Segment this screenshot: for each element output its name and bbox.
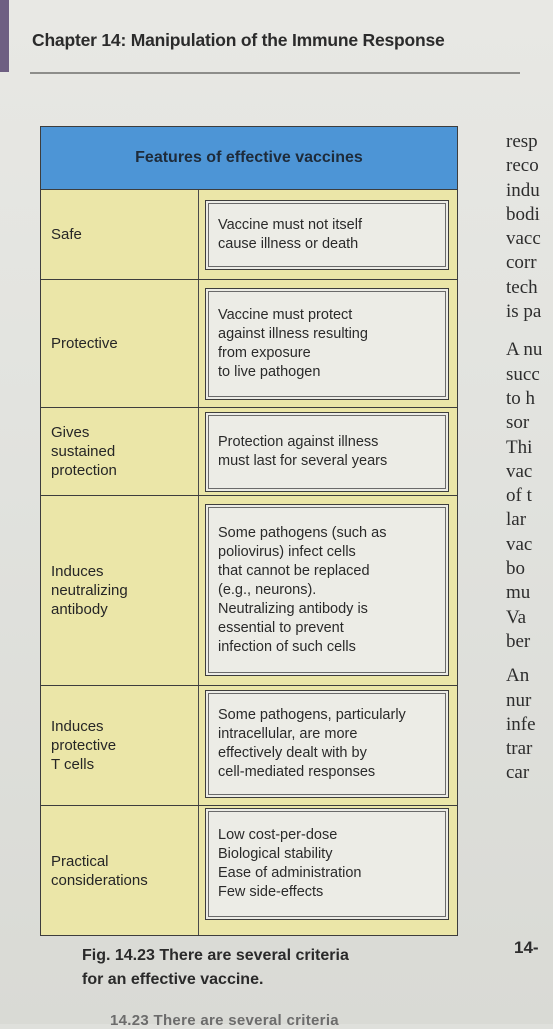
description-line: Some pathogens (such as	[218, 524, 387, 541]
description-line: poliovirus) infect cells	[218, 543, 356, 560]
adjacent-text-line: to h	[506, 387, 536, 409]
description-line: Few side-effects	[218, 884, 324, 900]
description-box	[205, 690, 449, 798]
adjacent-text-line: A nu	[506, 339, 543, 361]
row-label-line: antibody	[51, 601, 108, 618]
column-divider	[198, 496, 199, 685]
page-marker: 14-	[514, 938, 539, 957]
adjacent-text-line: resp	[506, 131, 538, 152]
row-label	[51, 806, 193, 935]
adjacent-text-line: infe	[506, 713, 536, 735]
paragraph-gap	[506, 324, 553, 338]
row-label	[51, 280, 193, 407]
description-line: intracellular, are more	[218, 726, 358, 742]
description-line: Vaccine must not itself	[218, 217, 362, 233]
adjacent-text-line: mu	[506, 582, 531, 604]
description-box	[205, 200, 449, 270]
table-body	[41, 190, 457, 935]
description-line: infection of such cells	[218, 638, 356, 655]
description-line: Protection against illness	[218, 434, 379, 450]
caption-number: Fig. 14.23	[82, 947, 155, 964]
column-divider	[198, 806, 199, 935]
row-label-line: Safe	[51, 226, 82, 243]
description-line: essential to prevent	[218, 619, 344, 636]
column-divider	[198, 280, 199, 407]
adjacent-text-line: An	[506, 665, 530, 687]
adjacent-text-line: Thi	[506, 436, 533, 458]
description-line: Some pathogens, particularly	[218, 707, 406, 723]
table-row	[41, 496, 457, 686]
adjacent-text-line: tech	[506, 276, 538, 298]
description-line: cell-mediated responses	[218, 764, 376, 780]
adjacent-text-line: corr	[506, 252, 537, 274]
column-divider	[198, 190, 199, 279]
description-line: against illness resulting	[218, 326, 368, 342]
adjacent-text-line: succ	[506, 363, 540, 385]
row-label-line: protective	[51, 737, 117, 754]
table-row	[41, 280, 457, 408]
description-box	[205, 808, 449, 920]
figure-caption	[82, 944, 462, 992]
chapter-title: Chapter 14: Manipulation of the Immune Response	[32, 30, 445, 50]
row-label-line: T cells	[51, 756, 95, 773]
table-header	[41, 127, 457, 190]
row-label	[51, 686, 193, 805]
adjacent-column-text	[506, 130, 553, 786]
row-label	[51, 190, 193, 279]
vaccine-features-table	[40, 126, 458, 936]
table-row	[41, 408, 457, 496]
row-label-line: Protective	[51, 335, 118, 352]
description-box	[205, 504, 449, 676]
table-row	[41, 806, 457, 935]
description-line: from exposure	[218, 345, 311, 361]
row-label-line: Practical	[51, 852, 109, 870]
paragraph-gap	[506, 654, 553, 664]
adjacent-text-line: vac	[506, 533, 533, 555]
adjacent-text-line: Va	[506, 606, 527, 628]
adjacent-text-line: ber	[506, 630, 531, 652]
description-line: that cannot be replaced	[218, 562, 370, 579]
row-label	[51, 496, 193, 685]
adjacent-text-line: reco	[506, 155, 539, 177]
adjacent-text-line: indu	[506, 179, 540, 201]
table-row	[41, 190, 457, 280]
bleed-through-text: 14.23 There are several criteria	[110, 1012, 339, 1029]
row-label-line: sustained	[51, 443, 116, 460]
description-line: Vaccine must protect	[218, 307, 353, 323]
title-rule	[30, 72, 520, 74]
row-label-line: neutralizing	[51, 582, 128, 599]
column-divider	[198, 408, 199, 495]
chapter-spine-tab	[0, 0, 9, 72]
adjacent-text-line: vac	[506, 460, 533, 482]
row-label-line: Gives	[51, 424, 90, 441]
description-line: Ease of administration	[218, 865, 362, 881]
row-label-line: considerations	[51, 871, 148, 889]
description-box	[205, 412, 449, 492]
adjacent-text-line: lar	[506, 509, 527, 531]
column-divider	[198, 686, 199, 805]
table-header-text: Features of effective vaccines	[135, 149, 363, 166]
row-label-line: Induces	[51, 563, 104, 580]
description-line: (e.g., neurons).	[218, 581, 317, 598]
table-row	[41, 686, 457, 806]
adjacent-text-line: vacc	[506, 228, 541, 250]
description-line: Biological stability	[218, 846, 333, 862]
adjacent-text-line: bo	[506, 558, 525, 580]
description-line: effectively dealt with by	[218, 745, 367, 761]
caption-line-2: for an effective vaccine.	[82, 971, 264, 988]
row-label	[51, 408, 193, 495]
description-line: Neutralizing antibody is	[218, 600, 368, 617]
adjacent-text-line: of t	[506, 485, 532, 507]
adjacent-text-line: car	[506, 762, 530, 784]
adjacent-text-line: nur	[506, 689, 532, 711]
adjacent-text-line: bodi	[506, 203, 540, 225]
description-line: Low cost-per-dose	[218, 827, 338, 843]
adjacent-text-line: is pa	[506, 301, 542, 323]
description-line: must last for several years	[218, 453, 388, 469]
description-box	[205, 288, 449, 400]
row-label-line: protection	[51, 462, 117, 479]
adjacent-text-line: trar	[506, 738, 533, 760]
adjacent-text-line: sor	[506, 412, 530, 434]
row-label-line: Induces	[51, 718, 104, 735]
description-line: to live pathogen	[218, 364, 321, 380]
description-line: cause illness or death	[218, 236, 359, 252]
caption-line-1: There are several criteria	[159, 947, 349, 964]
